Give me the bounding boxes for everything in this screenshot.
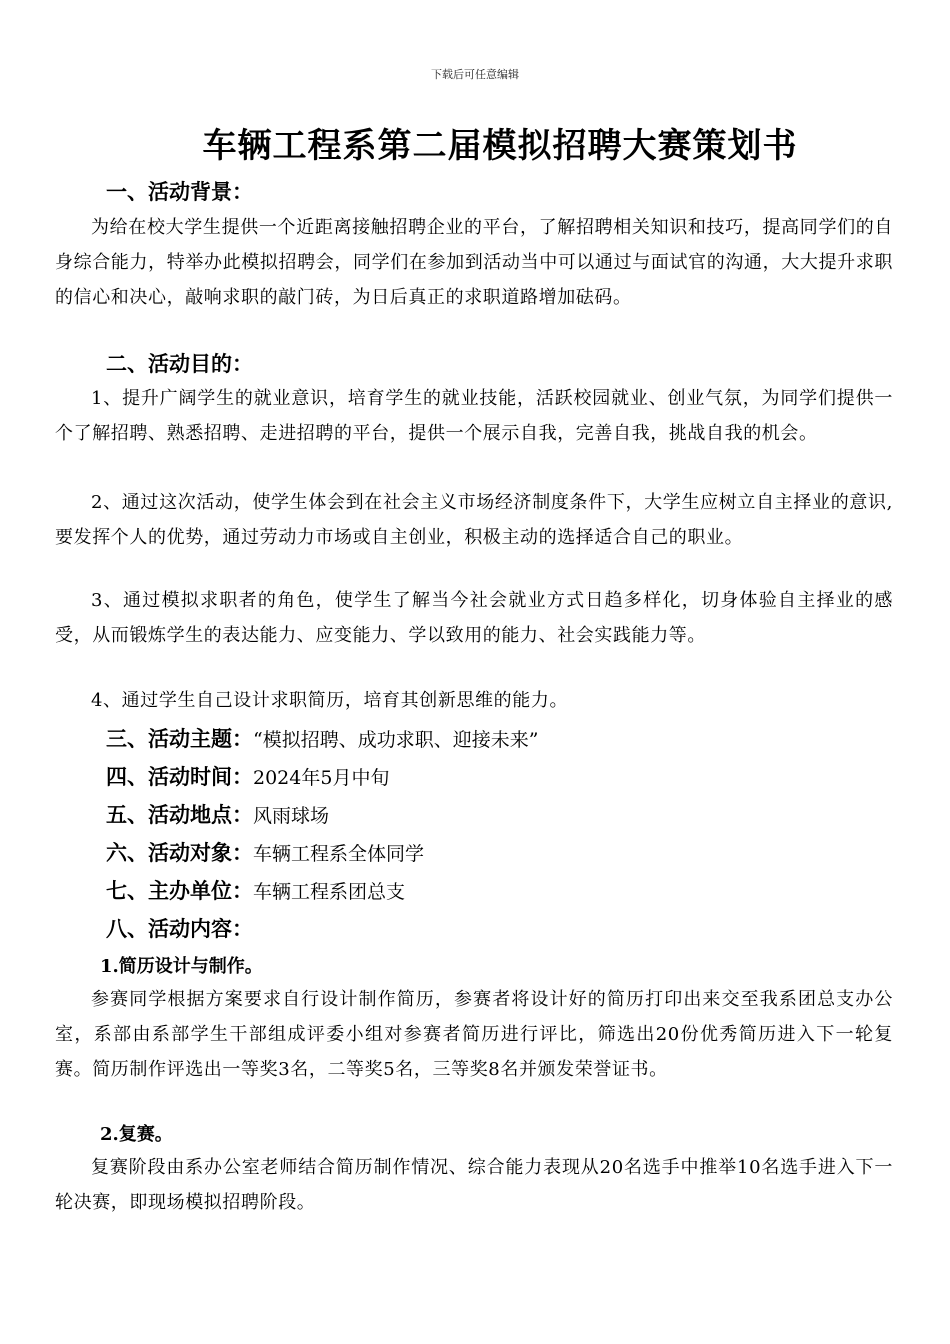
- organizer-value: 车辆工程系团总支: [253, 881, 406, 903]
- section-theme: [106, 723, 538, 753]
- section-heading-theme: 三、活动主题：: [106, 727, 253, 751]
- time-value: 2024年5月中旬: [253, 767, 390, 789]
- section-time: [106, 761, 389, 791]
- resume-paragraph: 参赛同学根据方案要求自行设计制作简历，参赛者将设计好的简历打印出来交至我系团总支办公室，系部由系部学生干部组成评委小组对参赛者简历进行评比，筛选出20份优秀简历进入下一轮复赛。简历制作评选出一等奖3名，二等奖5名，三等奖8名并颁发荣誉证书。: [55, 989, 893, 1080]
- section-heading-content: 八、活动内容：: [106, 917, 253, 941]
- section-heading-audience: 六、活动对象：: [106, 841, 253, 865]
- section-audience: [106, 837, 424, 867]
- purpose-item-2: 2、通过这次活动，使学生体会到在社会主义市场经济制度条件下，大学生应树立自主择业的意识,要发挥个人的优势，通过劳动力市场或自主创业，积极主动的选择适合自己的职业。: [55, 492, 893, 548]
- section-heading-location: 五、活动地点：: [106, 803, 253, 827]
- section-heading-organizer: 七、主办单位：: [106, 879, 253, 903]
- background-paragraph: 为给在校大学生提供一个近距离接触招聘企业的平台，了解招聘相关知识和技巧，提高同学们的自身综合能力，特举办此模拟招聘会，同学们在参加到活动当中可以通过与面试官的沟通，大大提升求职的信心和决心，敲响求职的敲门砖，为日后真正的求职道路增加砝码。: [55, 217, 893, 308]
- section-location: [106, 799, 329, 829]
- purpose-item-3: 3、通过模拟求职者的角色，使学生了解当今社会就业方式日趋多样化，切身体验自主择业的感受，从而锻炼学生的表达能力、应变能力、学以致用的能力、社会实践能力等。: [55, 590, 893, 646]
- section-organizer: [106, 875, 405, 905]
- audience-value: 车辆工程系全体同学: [253, 843, 425, 865]
- document-title: 车辆工程系第二届模拟招聘大赛策划书: [202, 126, 798, 166]
- purpose-item-4: 4、通过学生自己设计求职简历，培育其创新思维的能力。: [91, 690, 569, 711]
- header-note: 下载后可任意编辑: [431, 68, 519, 81]
- section-heading-time: 四、活动时间：: [106, 765, 253, 789]
- location-value: 风雨球场: [253, 805, 330, 827]
- theme-value: “模拟招聘、成功求职、迎接未来”: [253, 729, 539, 751]
- purpose-item-1: 1、提升广阔学生的就业意识，培育学生的就业技能，活跃校园就业、创业气氛，为同学们提供一个了解招聘、熟悉招聘、走进招聘的平台，提供一个展示自我，完善自我，挑战自我的机会。: [55, 388, 893, 444]
- section-heading-background: 一、活动背景：: [106, 180, 253, 204]
- semifinal-paragraph: 复赛阶段由系办公室老师结合简历制作情况、综合能力表现从20名选手中推举10名选手进入下一轮决赛，即现场模拟招聘阶段。: [55, 1157, 893, 1213]
- section-heading-purpose: 二、活动目的：: [106, 352, 253, 376]
- subsection-title-semifinal: 2.复赛。: [100, 1124, 173, 1145]
- subsection-title-resume: 1.简历设计与制作。: [100, 956, 263, 977]
